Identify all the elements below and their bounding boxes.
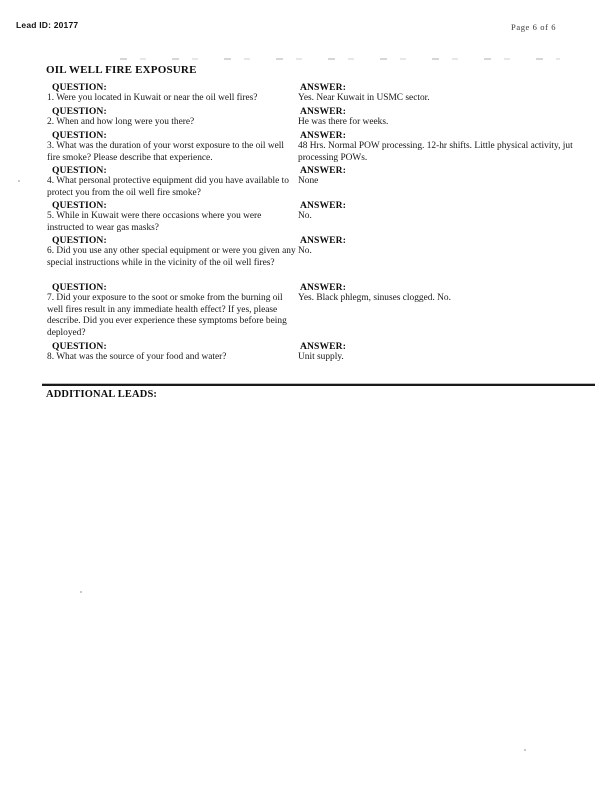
qa-block bbox=[0, 82, 611, 106]
answer-label: ANSWER: bbox=[300, 200, 347, 211]
answer-text: No. bbox=[298, 246, 312, 256]
qa-block bbox=[0, 130, 611, 165]
question-text: 4. What personal protective equipment did you have available to protect you from the oil well fire smoke? bbox=[47, 176, 289, 198]
question-text: 8. What was the source of your food and water? bbox=[47, 352, 227, 362]
answer-text: 48 Hrs. Normal POW processing. 12-hr shifts. Little physical activity, jut processing POWs. bbox=[298, 141, 573, 163]
qa-block bbox=[0, 235, 611, 282]
scan-speck bbox=[524, 749, 526, 751]
qa-block bbox=[0, 165, 611, 200]
question-label: QUESTION: bbox=[52, 165, 107, 176]
question-label: QUESTION: bbox=[52, 82, 107, 93]
page-number-label: Page 6 of 6 bbox=[511, 22, 557, 32]
section-divider bbox=[42, 384, 595, 386]
question-text: 3. What was the duration of your worst exposure to the oil well fire smoke? Please describe that experience. bbox=[47, 141, 285, 163]
section-title: OIL WELL FIRE EXPOSURE bbox=[46, 64, 197, 76]
qa-block bbox=[0, 282, 611, 341]
question-text: 5. While in Kuwait were there occasions where you were instructed to wear gas masks? bbox=[47, 211, 262, 233]
answer-text: Yes. Black phlegm, sinuses clogged. No. bbox=[298, 293, 451, 303]
question-text: 2. When and how long were you there? bbox=[47, 117, 195, 127]
answer-text: He was there for weeks. bbox=[298, 117, 389, 127]
question-label: QUESTION: bbox=[52, 235, 107, 246]
answer-label: ANSWER: bbox=[300, 165, 347, 176]
question-text: 7. Did your exposure to the soot or smoke from the burning oil well fires result in any immediate health effect? If yes, please describe. Did you ever experience these symptoms before being deployed? bbox=[47, 293, 287, 338]
qa-block bbox=[0, 106, 611, 130]
question-label: QUESTION: bbox=[52, 130, 107, 141]
answer-label: ANSWER: bbox=[300, 130, 347, 141]
answer-text: Yes. Near Kuwait in USMC sector. bbox=[298, 93, 430, 103]
answer-label: ANSWER: bbox=[300, 341, 347, 352]
answer-label: ANSWER: bbox=[300, 82, 347, 93]
answer-label: ANSWER: bbox=[300, 106, 347, 117]
answer-label: ANSWER: bbox=[300, 282, 347, 293]
scan-speck bbox=[80, 591, 82, 593]
question-label: QUESTION: bbox=[52, 341, 107, 352]
question-label: QUESTION: bbox=[52, 282, 107, 293]
additional-leads-heading: ADDITIONAL LEADS: bbox=[46, 389, 158, 400]
lead-id-label: Lead ID: 20177 bbox=[16, 20, 79, 30]
question-label: QUESTION: bbox=[52, 200, 107, 211]
question-text: 1. Were you located in Kuwait or near the oil well fires? bbox=[47, 93, 258, 103]
qa-block bbox=[0, 200, 611, 235]
qa-block bbox=[0, 341, 611, 365]
question-text: 6. Did you use any other special equipment or were you given any special instructions while in the vicinity of the oil well fires? bbox=[47, 246, 296, 268]
question-label: QUESTION: bbox=[52, 106, 107, 117]
answer-text: None bbox=[298, 176, 319, 186]
answer-text: Unit supply. bbox=[298, 352, 344, 362]
answer-text: No. bbox=[298, 211, 312, 221]
scan-artifact-line bbox=[120, 58, 560, 60]
answer-label: ANSWER: bbox=[300, 235, 347, 246]
